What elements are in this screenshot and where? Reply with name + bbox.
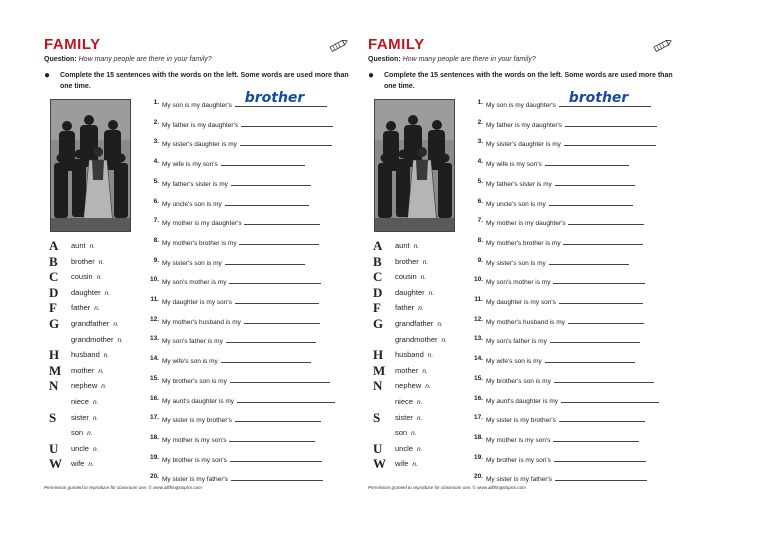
sentence-text: My mother is my son's [486,434,639,444]
answer-blank[interactable] [244,316,320,324]
word-letter: C [373,269,383,285]
word-pos: n. [422,367,428,375]
word-pos: n. [441,336,447,344]
answer-blank[interactable] [559,414,645,422]
word-pos: n. [437,321,443,328]
question-line [368,56,536,63]
word-pos: n. [92,399,99,406]
sentence-number: 15. [149,374,159,382]
answer-blank[interactable] [545,158,629,166]
sentence-number: 4. [477,158,483,166]
word-letter: W [373,456,386,472]
word-text: grandfather n. [71,319,119,328]
answer-blank[interactable] [221,355,311,363]
word-text: daughter n. [395,287,435,297]
word-pos: n. [104,289,111,297]
sentence-number: 15. [473,374,483,382]
sentence-text: My wife's son is my [162,355,311,365]
word-text: son n. [395,428,417,438]
answer-blank[interactable] [554,375,654,383]
sentence-text: My sister is my father's [486,473,647,483]
question-label: Question: [368,56,401,63]
answer-blank[interactable] [559,90,651,107]
sentence-number: 13. [473,335,483,343]
family-photo [50,99,131,232]
sentence-text: My brother's son is my [486,375,654,385]
word-text: daughter n. [71,287,111,297]
pencil-icon [651,38,673,52]
word-letter: G [49,316,60,331]
answer-blank[interactable] [225,257,305,265]
answer-blank[interactable] [545,355,635,363]
sentence-text: My aunt's daughter is my [486,395,659,405]
sentence-text: My father's sister is my [162,178,311,188]
word-text: uncle n. [395,443,423,453]
sentence-text: My wife is my son's [486,158,629,168]
word-letter: M [373,362,386,378]
word-text: grandfather n. [395,319,443,328]
answer-text: brother [244,90,305,106]
sentence-text: My son is my daughter's brother [486,99,651,109]
sentence-text: My sister's daughter is my [162,138,332,148]
worksheet-right [324,0,708,544]
word-pos: n. [92,414,99,422]
sentence-text: My son is my daughter's brother [162,99,327,109]
word-letter: H [49,347,60,363]
sentence-number: 10. [149,276,159,284]
answer-blank[interactable] [229,434,315,442]
sentence-text: My sister's daughter is my [486,138,656,148]
word-text: grandmother n. [71,334,123,344]
answer-blank[interactable] [240,138,332,146]
word-pos: n. [413,243,420,250]
sentence-number: 19. [149,453,159,461]
answer-blank[interactable] [229,276,321,284]
answer-blank[interactable] [231,473,323,481]
word-text: niece n. [71,397,99,406]
word-letter: A [373,238,383,253]
answer-blank[interactable] [555,178,635,186]
sentence-text: My brother is my son's [486,454,646,464]
word-pos: n. [416,399,423,406]
sentence-text: My father is my daughter's [486,119,657,129]
word-text: mother n. [395,365,428,375]
word-pos: n. [103,352,110,360]
answer-blank[interactable] [235,414,321,422]
word-text: husband n. [71,350,110,360]
word-pos: n. [92,445,99,453]
word-text: mother n. [71,365,104,375]
sentence-text: My mother's brother is my [486,237,643,247]
sentence-text: My mother is my daughter's [486,217,644,227]
sentence-text: My uncle's son is my [486,198,633,208]
word-pos: n. [428,289,435,297]
word-letter: G [373,316,384,331]
sentence-number: 12. [149,315,159,323]
word-pos: n. [411,430,417,438]
sentence-text: My mother is my daughter's [162,217,320,227]
sentence-number: 9. [153,256,159,264]
word-pos: n. [117,336,123,344]
sentence-number: 14. [473,355,483,363]
sentence-text: My sister is my brother's [486,414,645,424]
sentence-number: 8. [477,236,483,244]
answer-blank[interactable] [568,217,644,225]
sentence-number: 1. [153,99,159,106]
sentence-text: My son's father is my [486,335,640,345]
word-letter: U [49,440,59,456]
word-pos: n. [416,445,423,453]
sentence-text: My son's father is my [162,335,316,345]
instruction-text: Complete the 15 sentences with the words on the left. Some words are used more than one time. [60,72,349,90]
word-text: son n. [71,428,93,438]
footer-note: Permission granted to reproduce for classroom use. © www.allthingstopics.com [44,485,202,490]
word-pos: n. [101,383,107,391]
word-text: brother n. [71,256,105,266]
sentence-text: My daughter is my son's [162,296,319,306]
sentence-number: 10. [473,276,483,284]
sentence-number: 4. [153,158,159,166]
sentence-text: My brother is my son's [162,454,322,464]
sentence-number: 6. [153,197,159,205]
word-pos: n. [94,305,100,313]
sentence-number: 16. [473,394,483,402]
word-text: nephew n. [71,381,107,391]
sentence-text: My sister is my father's [162,473,323,483]
answer-blank[interactable] [559,296,643,304]
answer-blank[interactable] [231,178,311,186]
sentence-number: 20. [473,473,483,481]
word-pos: n. [89,243,96,250]
sentence-text: My son's mother is my [162,276,321,286]
word-letter: W [49,456,62,472]
sentence-text: My mother is my son's [162,434,315,444]
footer-note: Permission granted to reproduce for classroom use. © www.allthingstopics.com [368,485,526,490]
sentence-number: 18. [149,433,159,441]
answer-blank[interactable] [225,198,309,206]
sentence-text: My mother's brother is my [162,237,319,247]
answer-blank[interactable] [230,454,322,462]
answer-blank[interactable] [553,434,639,442]
answer-blank[interactable] [565,119,657,127]
word-letter: F [49,300,57,316]
word-letter: B [373,253,382,269]
sentence-number: 7. [477,217,483,225]
answer-blank[interactable] [239,237,319,245]
answer-blank[interactable] [549,198,633,206]
word-letter: B [49,253,58,269]
sentence-text: My mother's husband is my [162,316,320,326]
answer-blank[interactable] [564,138,656,146]
sentence-text: My uncle's son is my [162,198,309,208]
word-letter: S [49,409,57,425]
word-letter: C [49,269,59,285]
instruction-text: Complete the 15 sentences with the words on the left. Some words are used more than one time. [384,72,673,90]
word-pos: n. [425,383,431,391]
sentence-text: My wife's son is my [486,355,635,365]
question-line [44,56,212,63]
answer-blank[interactable] [561,395,659,403]
word-text: wife n. [395,459,418,469]
word-letter: N [373,378,383,394]
sentence-text: My mother's husband is my [486,316,644,326]
word-pos: n. [427,352,434,360]
sentence-number: 1. [477,99,483,106]
word-pos: n. [418,305,424,313]
answer-blank[interactable] [241,119,333,127]
word-text: sister n. [71,412,99,422]
answer-blank[interactable] [553,276,645,284]
word-pos: n. [98,367,104,375]
sentence-number: 5. [153,177,159,185]
answer-blank[interactable] [244,217,320,225]
word-pos: n. [416,414,423,422]
sentence-text: My aunt's daughter is my [162,395,335,405]
sentence-text: My sister's son is my [162,257,305,267]
word-text: brother n. [395,256,429,266]
sentence-text: My sister is my brother's [162,414,321,424]
sentence-text: My sister's son is my [486,257,629,267]
worksheet-title: FAMILY [368,36,425,53]
sentence-number: 6. [477,197,483,205]
word-text: sister n. [395,412,423,422]
word-letter: D [49,284,59,300]
sentence-number: 5. [477,177,483,185]
sentence-text: My wife is my son's [162,158,305,168]
sentence-number: 11. [474,296,483,303]
word-pos: n. [420,274,427,282]
sentence-number: 8. [153,236,159,244]
word-letter: F [373,300,381,316]
sentence-text: My father's sister is my [486,178,635,188]
word-letter: A [49,238,59,253]
word-letter: D [373,284,383,300]
answer-blank[interactable] [549,257,629,265]
sentence-text: My brother's son is my [162,375,330,385]
word-pos: n. [88,461,94,469]
answer-blank[interactable] [550,335,640,343]
worksheet-title: FAMILY [44,36,101,53]
sentence-number: 11. [150,296,159,303]
word-text: cousin n. [395,272,427,282]
word-text: grandmother n. [395,334,447,344]
sentence-text: My daughter is my son's [486,296,643,306]
sentence-number: 13. [149,335,159,343]
word-pos: n. [96,274,103,282]
family-photo [374,99,455,232]
word-text: aunt n. [395,241,420,250]
word-pos: n. [87,430,93,438]
sentence-number: 12. [473,315,483,323]
word-pos: n. [422,258,429,266]
word-letter: S [373,409,381,425]
sentence-number: 7. [153,217,159,225]
sentence-number: 18. [473,433,483,441]
question-text: How many people are there in your family? [402,56,536,63]
answer-blank[interactable] [554,454,646,462]
question-label: Question: [44,56,77,63]
answer-blank[interactable] [555,473,647,481]
answer-blank[interactable] [568,316,644,324]
bullet-icon: ● [368,70,375,81]
answer-blank[interactable] [237,395,335,403]
word-letter: H [373,347,384,363]
word-text: aunt n. [71,241,96,250]
sentence-number: 20. [149,473,159,481]
word-text: father n. [71,303,100,313]
sentence-number: 17. [473,414,483,422]
sentence-number: 2. [153,118,159,126]
sentence-number: 19. [473,453,483,461]
word-pos: n. [98,258,105,266]
answer-blank[interactable] [230,375,330,383]
sentence-number: 2. [477,118,483,126]
word-text: niece n. [395,397,423,406]
sentence-number: 17. [149,414,159,422]
answer-blank[interactable] [235,90,327,107]
word-letter: M [49,362,62,378]
word-letter: N [49,378,59,394]
sentence-text: My son's mother is my [486,276,645,286]
question-text: How many people are there in your family? [78,56,212,63]
word-pos: n. [113,321,119,328]
sentence-number: 16. [149,394,159,402]
word-letter: U [373,440,383,456]
word-text: nephew n. [395,381,431,391]
answer-blank[interactable] [235,296,319,304]
word-text: husband n. [395,350,434,360]
sentence-number: 3. [477,138,483,146]
sentence-text: My father is my daughter's [162,119,333,129]
sentence-number: 3. [153,138,159,146]
sentence-number: 9. [477,256,483,264]
answer-blank[interactable] [563,237,643,245]
bullet-icon: ● [44,70,51,81]
word-text: wife n. [71,459,94,469]
word-text: cousin n. [71,272,103,282]
answer-blank[interactable] [221,158,305,166]
word-text: uncle n. [71,443,99,453]
word-pos: n. [412,461,418,469]
answer-text: brother [568,90,629,106]
answer-blank[interactable] [226,335,316,343]
word-text: father n. [395,303,424,313]
sentence-number: 14. [149,355,159,363]
